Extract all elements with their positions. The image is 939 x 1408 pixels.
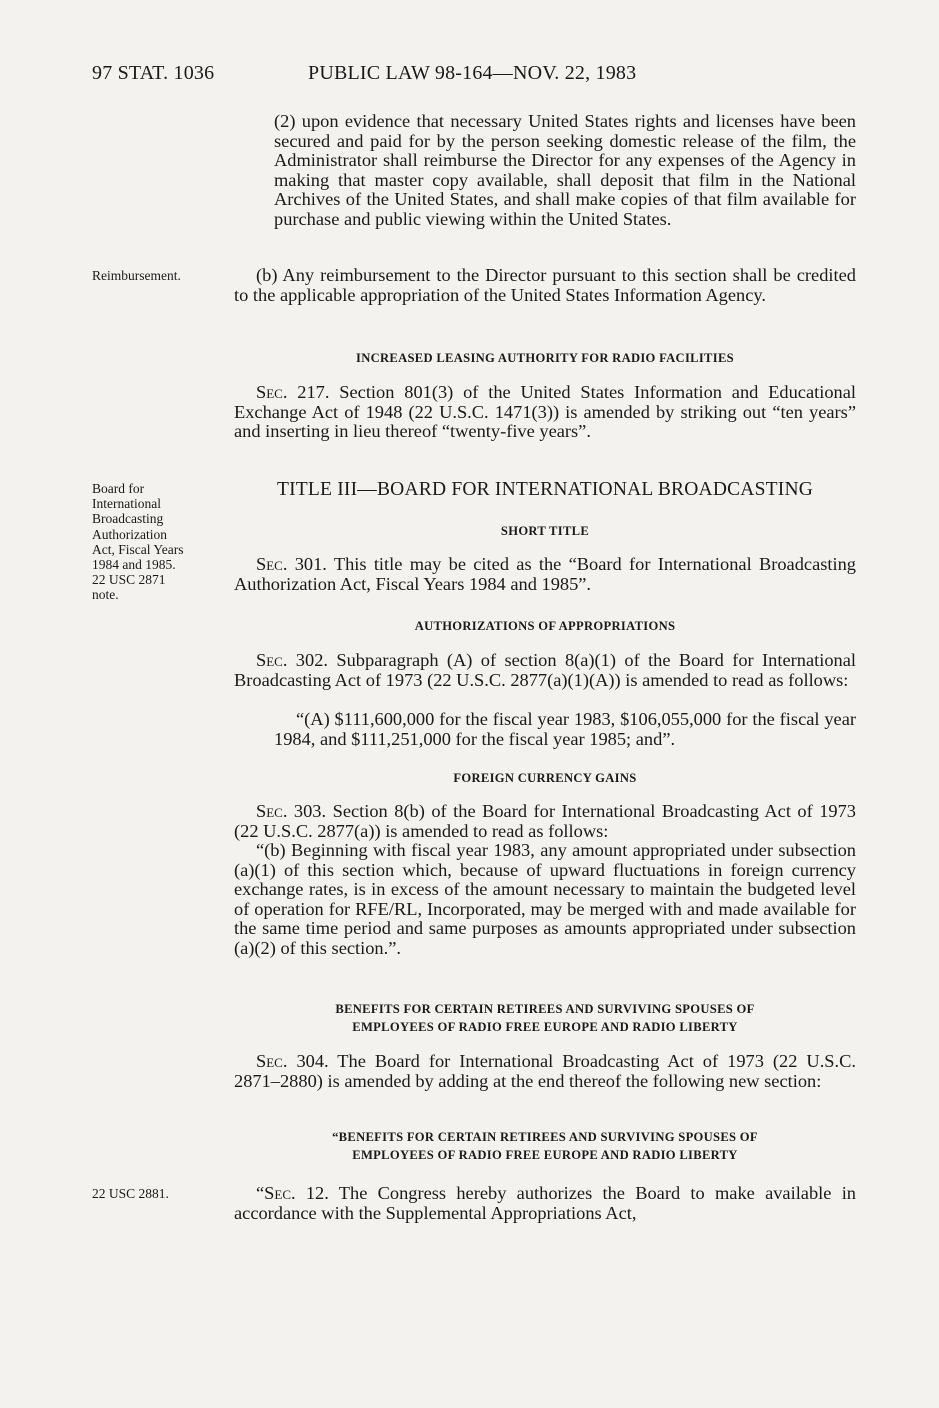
section-304 (234, 1052, 856, 1091)
margin-note-line: International (92, 496, 161, 512)
heading-leasing-authority: INCREASED LEASING AUTHORITY FOR RADIO FACILITIES (356, 351, 734, 365)
section-302-quote: “(A) $111,600,000 for the fiscal year 1983, $106,055,000 for the fiscal year 1984, and $111,251,000 for the fiscal year 1985; and”. (274, 709, 856, 749)
margin-note-reimbursement: Reimbursement. (92, 268, 181, 283)
section-303-quote: “(b) Beginning with fiscal year 1983, any amount appropriated under subsection (a)(1) of this section which, because of upward fluctuations in foreign currency exchange rates, is in excess of the amount necessary to maintain the budgeted level of operation for RFE/RL, Incorporated, may be merged with and made available for the same time period and same purposes as amounts appropriated under subsection (a)(2) of this section.”. (234, 840, 856, 958)
section-217-label: Sec. 217. (256, 382, 330, 402)
heading-quoted-benefits-line-1: “BENEFITS FOR CERTAIN RETIREES AND SURVIVING SPOUSES OF (332, 1130, 758, 1144)
section-303 (234, 802, 856, 841)
heading-foreign-currency: FOREIGN CURRENCY GAINS (453, 771, 637, 785)
section-217-text: Section 801(3) of the United States Information and Educational Exchange Act of 1948 (22 U.S.C. 1471(3)) is amended by striking out “ten years” and inserting in lieu thereof “twenty-five years”. (234, 382, 857, 442)
public-law-reference: PUBLIC LAW 98-164—NOV. 22, 1983 (308, 62, 637, 84)
paragraph-b: (b) Any reimbursement to the Director pursuant to this section shall be credited to the applicable appropriation of the United States Information Agency. (234, 265, 856, 305)
section-301-label: Sec. 301. (256, 554, 327, 574)
section-303-label: Sec. 303. (256, 801, 327, 821)
section-302 (234, 651, 856, 690)
heading-authorizations: AUTHORIZATIONS OF APPROPRIATIONS (414, 619, 676, 633)
heading-benefits-line-2: EMPLOYEES OF RADIO FREE EUROPE AND RADIO LIBERTY (352, 1020, 738, 1034)
margin-note-line: 22 USC 2871 (92, 572, 166, 588)
section-301 (234, 555, 856, 594)
margin-note-line: Authorization (92, 526, 167, 542)
heading-quoted-benefits-line-2: EMPLOYEES OF RADIO FREE EUROPE AND RADIO LIBERTY (352, 1148, 738, 1162)
heading-benefits-line-1: BENEFITS FOR CERTAIN RETIREES AND SURVIVING SPOUSES OF (335, 1002, 755, 1016)
margin-note-line: 1984 and 1985. (92, 557, 176, 573)
margin-note-board-authorization (92, 481, 227, 603)
margin-note-line: Act, Fiscal Years (92, 541, 184, 557)
margin-note-line: note. (92, 587, 119, 603)
margin-note-usc-2881: 22 USC 2881. (92, 1186, 169, 1201)
section-12-text: The Congress hereby authorizes the Board to make available in accordance with the Supplemental Appropriations Act, (234, 1183, 857, 1223)
section-301-text: This title may be cited as the “Board for International Broadcasting Authorization Act, Fiscal Years 1984 and 1985”. (234, 554, 856, 594)
section-303-text: Section 8(b) of the Board for International Broadcasting Act of 1973 (22 U.S.C. 2877(a)) is amended to read as follows: (234, 801, 857, 841)
section-217 (234, 383, 856, 442)
heading-short-title: SHORT TITLE (500, 524, 590, 538)
section-12-label: “Sec. 12. (256, 1183, 329, 1203)
margin-note-line: Board for (92, 481, 145, 496)
section-302-label: Sec. 302. (256, 650, 328, 670)
paragraph-item-2: (2) upon evidence that necessary United States rights and licenses have been secured and paid for by the person seeking domestic release of the film, the Administrator shall reimburse the Director for any expenses of the Agency in making that master copy available, shall deposit that film in the National Archives of the United States, and shall make copies of that film available for purchase and public viewing within the United States. (274, 111, 856, 229)
section-304-text: The Board for International Broadcasting Act of 1973 (22 U.S.C. 2871–2880) is amended by adding at the end thereof the following new section: (234, 1051, 856, 1091)
section-304-label: Sec. 304. (256, 1051, 329, 1071)
section-12 (234, 1184, 856, 1223)
margin-note-line: Broadcasting (92, 511, 164, 527)
statute-reference: 97 STAT. 1036 (92, 62, 215, 84)
section-302-text: Subparagraph (A) of section 8(a)(1) of the Board for International Broadcasting Act of 1973 (22 U.S.C. 2877(a)(1)(A)) is amended to read as follows: (234, 650, 857, 690)
title-iii-heading: TITLE III—BOARD FOR INTERNATIONAL BROADCASTING (276, 479, 814, 500)
